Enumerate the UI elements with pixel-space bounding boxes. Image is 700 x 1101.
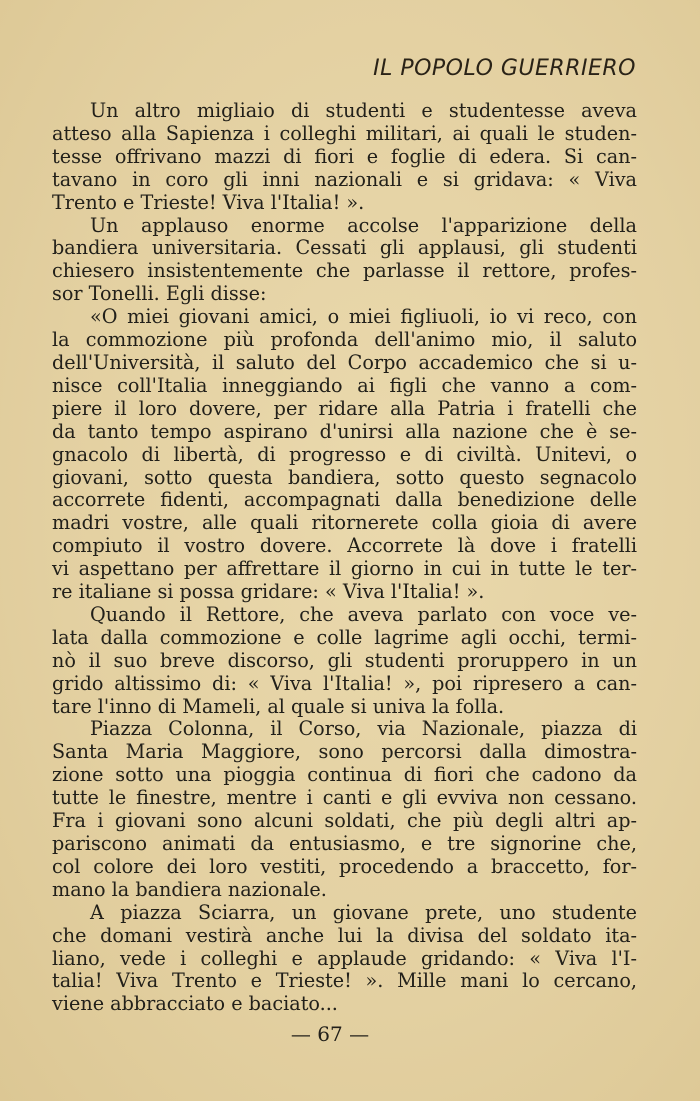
text-line: dell'Università, il saluto del Corpo accademico che si u- [52, 350, 637, 374]
body-text [52, 100, 637, 1016]
text-line: da tanto tempo aspirano d'unirsi alla nazione che è se- [52, 419, 637, 443]
text-line: vi aspettano per affrettare il giorno in cui in tutte le ter- [52, 557, 637, 581]
text-line: re italiane si possa gridare: « Viva l'Italia! ». [52, 580, 485, 604]
text-line: Un applauso enorme accolse l'apparizione della [90, 213, 637, 237]
text-line: Un altro migliaio di studenti e studentesse aveva [90, 99, 637, 122]
text-line: Santa Maria Maggiore, sono percorsi dalla dimostra- [52, 740, 637, 764]
text-line: Quando il Rettore, che aveva parlato con voce ve- [90, 602, 637, 626]
text-line: lata dalla commozione e colle lagrime agli occhi, termi- [52, 625, 637, 649]
text-line: compiuto il vostro dovere. Accorrete là dove i fratelli [52, 534, 637, 558]
text-line: tare l'inno di Mameli, al quale si univa la folla. [52, 694, 505, 718]
paragraph [52, 718, 637, 901]
text-line: tesse offrivano mazzi di fiori e foglie di edera. Si can- [52, 144, 637, 168]
text-line: mano la bandiera nazionale. [52, 877, 327, 901]
text-line: Trento e Trieste! Viva l'Italia! ». [52, 190, 365, 214]
text-line: che domani vestirà anche lui la divisa del soldato ita- [52, 923, 637, 947]
text-line: pariscono animati da entusiasmo, e tre signorine che, [52, 832, 637, 855]
text-line: Fra i giovani sono alcuni soldati, che più degli altri ap- [52, 809, 637, 833]
text-line: col colore dei loro vestiti, procedendo a braccetto, for- [52, 854, 637, 878]
text-line: sor Tonelli. Egli disse: [52, 282, 267, 306]
text-line: Piazza Colonna, il Corso, via Nazionale, piazza di [90, 717, 637, 741]
text-line: gnacolo di libertà, di progresso e di civiltà. Unitevi, o [52, 442, 637, 466]
text-line: piere il loro dovere, per ridare alla Patria i fratelli che [52, 396, 637, 420]
text-line: chiesero insistentemente che parlasse il rettore, profes- [52, 259, 637, 283]
text-line: zione sotto una pioggia continua di fiori che cadono da [52, 763, 637, 787]
text-line: la commozione più profonda dell'animo mio, il saluto [52, 328, 637, 352]
paragraph [52, 902, 637, 1017]
text-line: giovani, sotto questa bandiera, sotto questo segnacolo [52, 465, 637, 489]
paragraph [52, 215, 637, 307]
text-line: viene abbracciato e baciato... [52, 992, 338, 1016]
text-line: grido altissimo di: « Viva l'Italia! », poi ripresero a can- [52, 671, 637, 695]
text-line: talia! Viva Trento e Trieste! ». Mille mani lo cercano, [52, 969, 637, 993]
paragraph [52, 604, 637, 719]
paragraph [52, 100, 637, 215]
text-line: bandiera universitaria. Cessati gli applausi, gli studenti [52, 236, 637, 260]
text-line: A piazza Sciarra, un giovane prete, uno studente [90, 900, 637, 924]
text-line: «O miei giovani amici, o miei figliuoli, io vi reco, con [90, 305, 637, 329]
running-head-title: IL POPOLO GUERRIERO [373, 56, 636, 81]
paragraph [52, 306, 637, 604]
text-line: tavano in coro gli inni nazionali e si gridava: « Viva [52, 167, 637, 191]
page-number: — 67 — [290, 1022, 370, 1046]
text-line: accorrete fidenti, accompagnati dalla benedizione delle [52, 488, 637, 512]
text-line: madri vostre, alle quali ritornerete colla gioia di avere [52, 511, 637, 535]
text-line: liano, vede i colleghi e applaude gridando: « Viva l'I- [52, 946, 637, 970]
text-line: nisce coll'Italia inneggiando ai figli che vanno a com- [52, 373, 637, 397]
text-line: nò il suo breve discorso, gli studenti proruppero in un [52, 648, 637, 672]
text-line: atteso alla Sapienza i colleghi militari, ai quali le studen- [52, 121, 637, 145]
text-line: tutte le finestre, mentre i canti e gli evviva non cessano. [52, 786, 637, 810]
